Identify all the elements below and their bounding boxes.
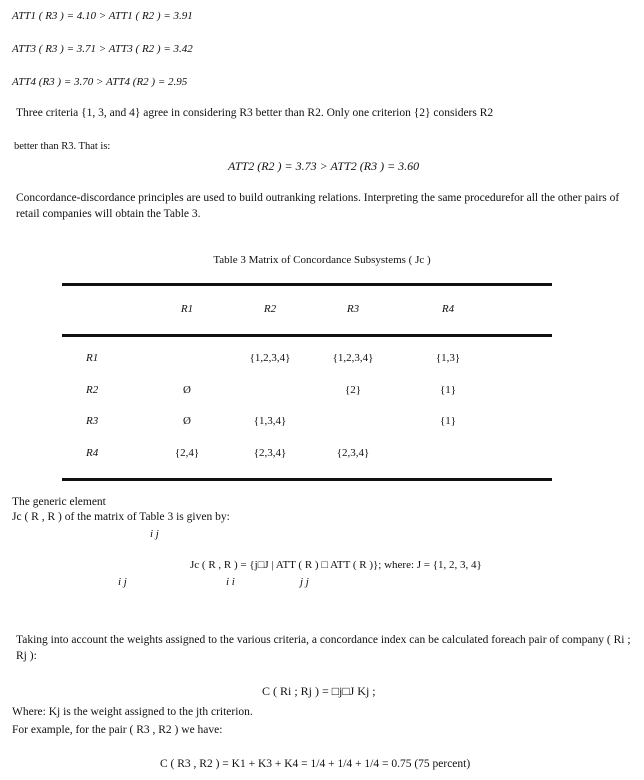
inequality-att1: ATT1 ( R3 ) = 4.10 > ATT1 ( R2 ) = 3.91 xyxy=(12,10,193,22)
generic-element-line2: Jc ( R , R ) of the matrix of Table 3 is given by: xyxy=(12,511,230,523)
table-cell: Ø xyxy=(183,415,191,427)
table-cell: {1,3} xyxy=(435,352,461,364)
table-cell: {1} xyxy=(439,415,457,427)
table-top-rule xyxy=(62,283,552,286)
paragraph-weights: Taking into account the weights assigned to the various criteria, a concordance index can be calculated foreach pair of company ( Ri ; Rj ): xyxy=(16,634,631,662)
table-cell: {2} xyxy=(344,384,362,396)
table-cell: {2,3,4} xyxy=(253,447,287,459)
row-label-r2: R2 xyxy=(86,384,99,396)
column-header-r2: R2 xyxy=(263,303,277,315)
column-header-r4: R4 xyxy=(441,303,455,315)
equation-concordance-index: C ( Ri ; Rj ) = □j□J Kj ; xyxy=(262,684,376,698)
table-bottom-rule xyxy=(62,478,552,481)
equation-att2: ATT2 (R2 ) = 3.73 > ATT2 (R3 ) = 3.60 xyxy=(228,159,420,173)
table-caption: Table 3 Matrix of Concordance Subsystems ( Jc ) xyxy=(213,254,431,266)
equation-jc-subscripts-mid: i i xyxy=(226,576,235,588)
table-cell: {1,2,3,4} xyxy=(332,352,374,364)
row-label-r1: R1 xyxy=(86,352,99,364)
table-cell: Ø xyxy=(183,384,191,396)
table-cell: {1,2,3,4} xyxy=(249,352,291,364)
inequality-att3: ATT3 ( R3 ) = 3.71 > ATT3 ( R2 ) = 3.42 xyxy=(12,43,193,55)
table-cell: {1} xyxy=(439,384,457,396)
row-label-r4: R4 xyxy=(86,447,99,459)
column-header-r3: R3 xyxy=(346,303,360,315)
column-header-r1: R1 xyxy=(180,303,194,315)
table-header-rule xyxy=(62,334,552,337)
equation-jc: Jc ( R , R ) = {j□J | ATT ( R ) □ ATT ( R )}; where: J = {1, 2, 3, 4} xyxy=(190,559,482,571)
table-cell: {2,4} xyxy=(174,447,200,459)
paragraph-concordance: Concordance-discordance principles are used to build outranking relations. Interpreting the same procedurefor all the other pairs of retail companies will obtain the Table 3. xyxy=(16,192,620,220)
example-intro: For example, for the pair ( R3 , R2 ) we have: xyxy=(12,724,223,736)
where-kj: Where: Kj is the weight assigned to the jth criterion. xyxy=(12,706,253,718)
equation-example: C ( R3 , R2 ) = K1 + K3 + K4 = 1/4 + 1/4 + 1/4 = 0.75 (75 percent) xyxy=(160,758,471,770)
inequality-att4: ATT4 (R3 ) = 3.70 > ATT4 (R2 ) = 2.95 xyxy=(12,76,188,88)
paragraph-criteria-line2: better than R3. That is: xyxy=(14,141,111,152)
equation-jc-subscripts-left: i j xyxy=(118,576,127,588)
paragraph-criteria-line1: Three criteria {1, 3, and 4} agree in considering R3 better than R2. Only one criterion {2} considers R2 xyxy=(16,107,494,119)
table-cell: {1,3,4} xyxy=(253,415,287,427)
table-cell: {2,3,4} xyxy=(336,447,370,459)
row-label-r3: R3 xyxy=(86,415,99,427)
equation-jc-subscripts-right: j j xyxy=(300,576,309,588)
generic-element-line1: The generic element xyxy=(12,496,106,508)
generic-element-subscripts: i j xyxy=(150,528,159,540)
